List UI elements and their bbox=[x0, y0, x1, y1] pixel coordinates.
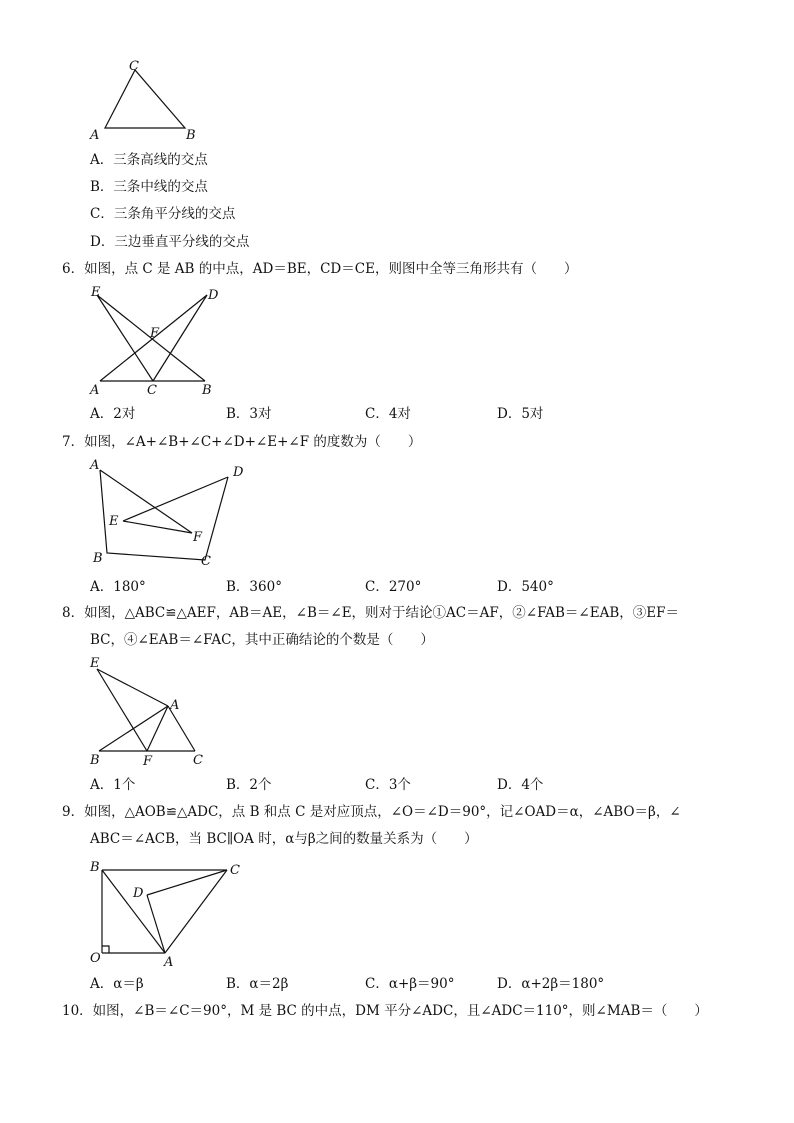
label-a: A bbox=[90, 458, 100, 473]
label-c: C bbox=[193, 753, 203, 768]
label-b: B bbox=[202, 383, 212, 398]
label-b: B bbox=[186, 128, 196, 143]
q8-figure bbox=[85, 654, 215, 769]
q9-figure bbox=[85, 853, 255, 973]
segment-ba bbox=[102, 870, 165, 953]
label-f: F bbox=[193, 530, 203, 545]
label-d: D bbox=[233, 465, 244, 480]
q8-option-c[interactable]: C．3个 bbox=[365, 777, 411, 793]
label-a: A bbox=[90, 128, 100, 143]
label-b: B bbox=[90, 753, 100, 768]
label-e: E bbox=[90, 656, 100, 671]
q8-option-a[interactable]: A．1个 bbox=[90, 777, 136, 793]
q7-stem: 7．如图，∠A+∠B+∠C+∠D+∠E+∠F 的度数为（ ） bbox=[62, 434, 422, 450]
label-c: C bbox=[230, 863, 240, 878]
label-a: A bbox=[164, 955, 174, 970]
q9-option-c[interactable]: C．α+β＝90° bbox=[365, 976, 455, 992]
q5-option-d[interactable]: D．三边垂直平分线的交点 bbox=[90, 234, 250, 250]
segment-de bbox=[123, 477, 228, 521]
label-a: A bbox=[90, 383, 100, 398]
label-f: F bbox=[150, 326, 160, 341]
q7-option-d[interactable]: D．540° bbox=[497, 579, 554, 595]
label-c: C bbox=[147, 383, 157, 398]
q6-figure bbox=[85, 283, 230, 398]
q5-option-c[interactable]: C．三条角平分线的交点 bbox=[90, 206, 236, 222]
segment-ce bbox=[97, 295, 153, 381]
label-d: D bbox=[208, 288, 219, 303]
q8-stem-line-2: BC，④∠EAB＝∠FAC，其中正确结论的个数是（ ） bbox=[90, 632, 434, 648]
label-c: C bbox=[201, 554, 211, 569]
q9-option-d[interactable]: D．α+2β＝180° bbox=[497, 976, 605, 992]
segment-cd bbox=[153, 295, 207, 381]
segment-ca bbox=[165, 870, 227, 953]
q9-stem-line-2: ABC＝∠ACB，当 BC∥OA 时，α与β之间的数量关系为（ ） bbox=[90, 831, 478, 847]
right-angle-mark-o bbox=[102, 946, 109, 953]
q5-option-b[interactable]: B．三条中线的交点 bbox=[90, 179, 208, 195]
segment-ef bbox=[97, 669, 147, 751]
q7-option-c[interactable]: C．270° bbox=[365, 579, 422, 595]
q9-option-a[interactable]: A．α＝β bbox=[90, 976, 144, 992]
label-b: B bbox=[93, 551, 103, 566]
label-o: O bbox=[90, 951, 101, 966]
label-c: C bbox=[129, 59, 139, 74]
q10-stem: 10．如图，∠B＝∠C＝90°，M 是 BC 的中点，DM 平分∠ADC，且∠ADC＝110°，则∠MAB＝（ ） bbox=[62, 1003, 708, 1019]
label-a: A bbox=[170, 698, 180, 713]
triangle-abc bbox=[105, 70, 185, 128]
q6-stem: 6．如图，点 C 是 AB 的中点，AD＝BE，CD＝CE，则图中全等三角形共有（ ） bbox=[62, 261, 578, 277]
q9-option-b[interactable]: B．α＝2β bbox=[226, 976, 289, 992]
q8-option-b[interactable]: B．2个 bbox=[226, 777, 272, 793]
label-f: F bbox=[143, 754, 153, 769]
segment-da bbox=[147, 895, 165, 953]
q6-option-c[interactable]: C．4对 bbox=[365, 406, 411, 422]
label-e: E bbox=[91, 285, 101, 300]
segment-ef bbox=[123, 521, 192, 533]
segment-dc bbox=[147, 870, 227, 895]
q9-stem-line-1: 9．如图，△AOB≌△ADC，点 B 和点 C 是对应顶点，∠O＝∠D＝90°，记∠OAD＝α，∠ABO＝β，∠ bbox=[62, 804, 681, 820]
q6-option-d[interactable]: D．5对 bbox=[497, 406, 544, 422]
q6-option-a[interactable]: A．2对 bbox=[90, 406, 136, 422]
label-d: D bbox=[133, 886, 144, 901]
q8-stem-line-1: 8．如图，△ABC≌△AEF，AB＝AE，∠B＝∠E，则对于结论①AC＝AF，②∠FAB＝∠EAB，③EF＝ bbox=[62, 605, 679, 621]
q7-figure bbox=[85, 455, 255, 575]
label-b: B bbox=[90, 860, 100, 875]
label-e: E bbox=[109, 514, 119, 529]
q5-triangle-figure bbox=[85, 55, 215, 145]
q8-option-d[interactable]: D．4个 bbox=[497, 777, 544, 793]
q7-option-b[interactable]: B．360° bbox=[226, 579, 282, 595]
q5-option-a[interactable]: A．三条高线的交点 bbox=[90, 152, 208, 168]
q7-option-a[interactable]: A．180° bbox=[90, 579, 146, 595]
q6-option-b[interactable]: B．3对 bbox=[226, 406, 272, 422]
